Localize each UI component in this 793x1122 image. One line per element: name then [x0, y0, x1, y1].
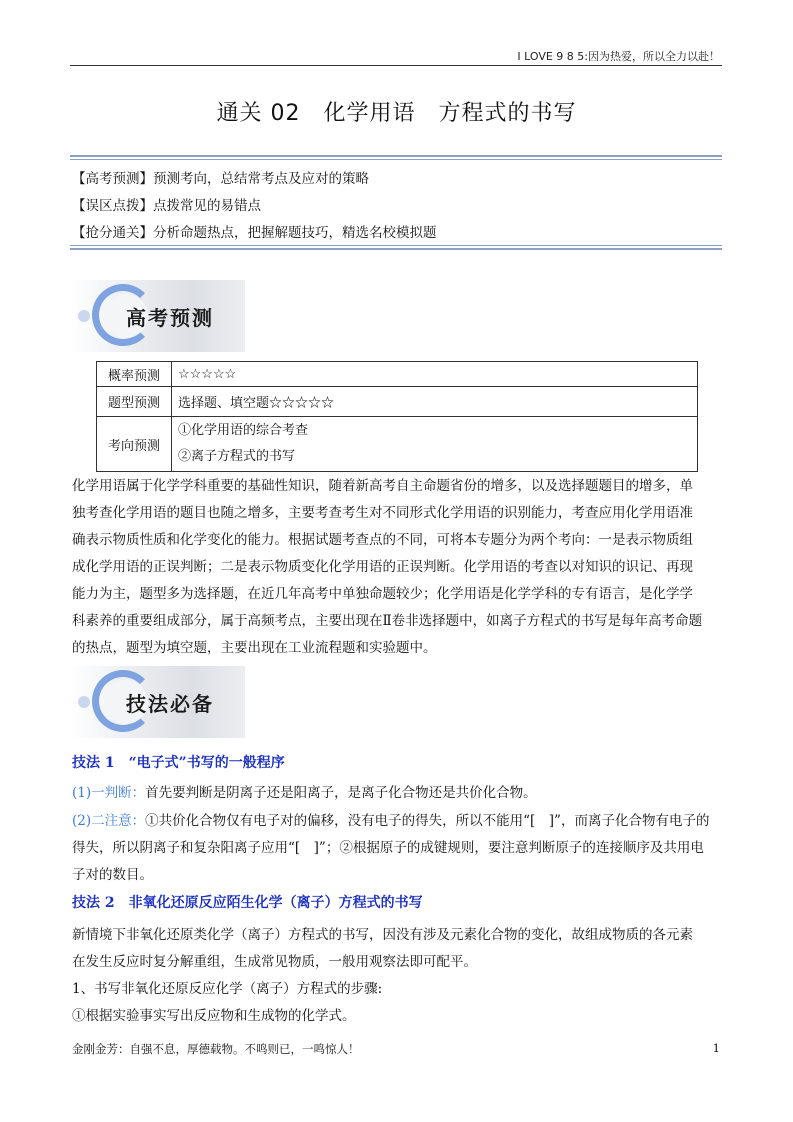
page-title: 通关 02 化学用语 方程式的书写 [216, 101, 577, 126]
skill1-step2-line1: ①共价化合物仅有电子对的偏移，没有电子的得失，所以不能用“[ ]”，而离子化合物有电子的 [145, 813, 710, 829]
skill1-step2-line2: 得失，所以阴离子和复杂阳离子应用“[ ]”；②根据原子的成键规则，要注意判断原子的连接顺序及共用电 [72, 840, 704, 856]
table-value: ☆☆☆☆☆ [172, 362, 698, 387]
table-value-line: ①化学用语的综合考查 [178, 423, 309, 438]
intro-line-forecast: 【高考预测】预测考向，总结常考点及应对的策略 [72, 171, 369, 187]
header-slogan: I LOVE 9 8 5:因为热爱，所以全力以赴！ [517, 50, 720, 63]
table-row [97, 387, 698, 417]
paragraph-line: 成化学用语的正误判断；二是表示物质变化化学用语的正误判断。化学用语的考查以对知识的识记、再现 [72, 559, 693, 575]
skills-banner-label: 技法必备 [126, 692, 214, 716]
skill2-heading: 技法 2 非氧化还原反应陌生化学（离子）方程式的书写 [72, 895, 423, 911]
skill1-step2 [72, 809, 724, 829]
banner-dot-icon [78, 696, 90, 708]
forecast-table [96, 361, 698, 472]
skills-banner [70, 666, 245, 738]
header-divider [70, 65, 722, 66]
intro-top-divider-thin [70, 159, 722, 160]
intro-line-score: 【抢分通关】分析命题热点，把握解题技巧，精选名校模拟题 [72, 225, 437, 241]
skill1-step2-label: (2)二注意： [72, 813, 146, 829]
skill1-step1-label: (1)一判断： [72, 785, 146, 801]
intro-line-mistakes: 【误区点拨】点拨常见的易错点 [72, 198, 261, 214]
paragraph-line: 确表示物质性质和化学变化的能力。根据试题考查点的不同，可将本专题分为两个考向：一是表示物质组 [72, 532, 693, 548]
skill1-step2-line3: 子对的数目。 [72, 867, 153, 883]
intro-bottom-divider-thin [70, 245, 722, 246]
skill2-line: ①根据实验事实写出反应物和生成物的化学式。 [72, 1008, 356, 1024]
footer-slogan: 金刚金芳：自强不息，厚德载物。不鸣则已，一鸣惊人！ [72, 1042, 360, 1056]
table-value [172, 417, 698, 472]
banner-dot-icon [78, 310, 90, 322]
table-label: 考向预测 [97, 417, 172, 472]
skill2-line: 1、书写非氧化还原反应化学（离子）方程式的步骤: [72, 981, 383, 997]
skill2-line: 在发生反应时复分解重组，生成常见物质，一般用观察法即可配平。 [72, 954, 477, 970]
skill2-line: 新情境下非氧化还原类化学（离子）方程式的书写，因没有涉及元素化合物的变化，故组成物质的各元素 [72, 927, 693, 943]
forecast-banner [70, 280, 245, 352]
paragraph-line: 科素养的重要组成部分，属于高频考点，主要出现在Ⅱ卷非选择题中，如离子方程式的书写是每年高考命题 [72, 613, 703, 629]
paragraph-line: 独考查化学用语的题目也随之增多，主要考查考生对不同形式化学用语的识别能力，考查应用化学用语准 [72, 505, 693, 521]
table-row [97, 362, 698, 387]
skill1-step1 [72, 781, 724, 801]
table-value: 选择题、填空题☆☆☆☆☆ [172, 387, 698, 417]
table-value-line: ②离子方程式的书写 [178, 449, 296, 464]
paragraph-line: 化学用语属于化学学科重要的基础性知识，随着新高考自主命题省份的增多，以及选择题题目的增多，单 [72, 478, 693, 494]
table-label: 概率预测 [97, 362, 172, 387]
skill1-heading: 技法 1 “电子式”书写的一般程序 [72, 755, 285, 771]
paragraph-line: 的热点，题型为填空题，主要出现在工业流程题和实验题中。 [72, 640, 437, 656]
intro-top-divider [70, 155, 722, 157]
page-number: 1 [712, 1041, 720, 1055]
intro-bottom-divider [70, 248, 722, 250]
forecast-banner-label: 高考预测 [126, 306, 214, 330]
skill1-step1-text: 首先要判断是阴离子还是阳离子，是离子化合物还是共价化合物。 [145, 785, 537, 801]
table-row [97, 417, 698, 472]
table-label: 题型预测 [97, 387, 172, 417]
paragraph-line: 能力为主，题型多为选择题，在近几年高考中单独命题较少；化学用语是化学学科的专有语言，是化学学 [72, 586, 693, 602]
